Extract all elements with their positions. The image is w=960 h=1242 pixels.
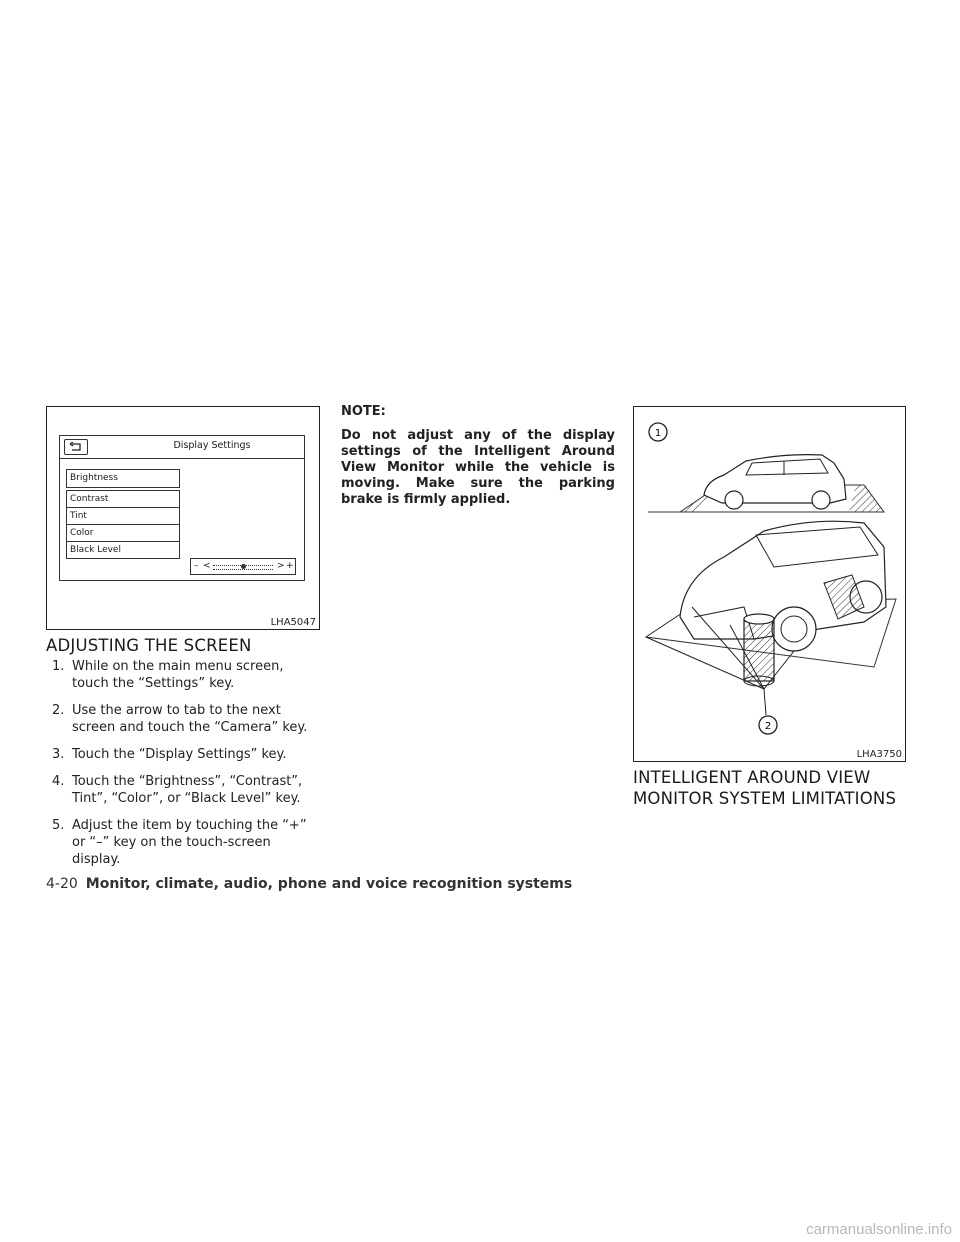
screen-title: Display Settings (173, 440, 251, 451)
step-number: 4. (52, 774, 65, 789)
adjust-slider (190, 558, 296, 575)
menu-item-color: Color (66, 524, 180, 542)
steps-list (46, 658, 322, 878)
section-heading-line2: MONITOR SYSTEM LIMITATIONS (633, 789, 897, 808)
menu-item-brightness: Brightness (66, 469, 180, 488)
page-footer (46, 876, 572, 892)
settings-menu (66, 469, 180, 558)
menu-item-black-level: Black Level (66, 541, 180, 559)
chevron-right-icon: > (277, 561, 285, 571)
step-text: Use the arrow to tab to the next screen and touch the “Camera” key. (72, 703, 308, 735)
slider-plus: + (286, 561, 294, 571)
step-number: 5. (52, 818, 65, 833)
watermark: carmanualsonline.info (806, 1221, 952, 1238)
menu-item-contrast: Contrast (66, 490, 180, 508)
list-item (46, 702, 322, 736)
step-number: 2. (52, 703, 65, 718)
callout-1: 1 (654, 428, 662, 439)
list-item (46, 746, 322, 763)
step-text: Adjust the item by touching the “+” or “–” key on the touch-screen display. (72, 818, 307, 867)
screen-mockup (59, 435, 305, 581)
figure-label: LHA5047 (270, 617, 316, 628)
chapter-title: Monitor, climate, audio, phone and voice recognition systems (85, 876, 573, 892)
slider-minus: – (194, 561, 199, 571)
figure-around-view (633, 406, 906, 762)
list-item (46, 773, 322, 807)
menu-item-tint: Tint (66, 507, 180, 525)
figure-display-settings (46, 406, 320, 630)
back-arrow-icon (64, 439, 88, 455)
step-text: Touch the “Display Settings” key. (72, 747, 287, 762)
callout-2: 2 (764, 721, 772, 732)
screen-header (60, 436, 304, 459)
step-text: While on the main menu screen, touch the “Settings” key. (72, 659, 284, 691)
slider-knob (241, 564, 246, 569)
list-item (46, 817, 322, 868)
chevron-left-icon: < (203, 561, 211, 571)
figure-label: LHA3750 (856, 749, 902, 760)
step-text: Touch the “Brightness”, “Contrast”, Tint”, “Color”, or “Black Level” key. (72, 774, 303, 806)
page-number: 4-20 (46, 876, 78, 892)
note-body: Do not adjust any of the display settings of the Intelligent Around View Monitor while the vehicle is moving. Make sure the parking brake is firmly applied. (341, 428, 615, 507)
vehicle-illustration (634, 407, 905, 747)
step-number: 3. (52, 747, 65, 762)
section-heading-line1: INTELLIGENT AROUND VIEW (633, 768, 871, 787)
list-item (46, 658, 322, 692)
step-number: 1. (52, 659, 65, 674)
section-heading: ADJUSTING THE SCREEN (46, 636, 252, 655)
note-heading: NOTE: (341, 404, 386, 419)
